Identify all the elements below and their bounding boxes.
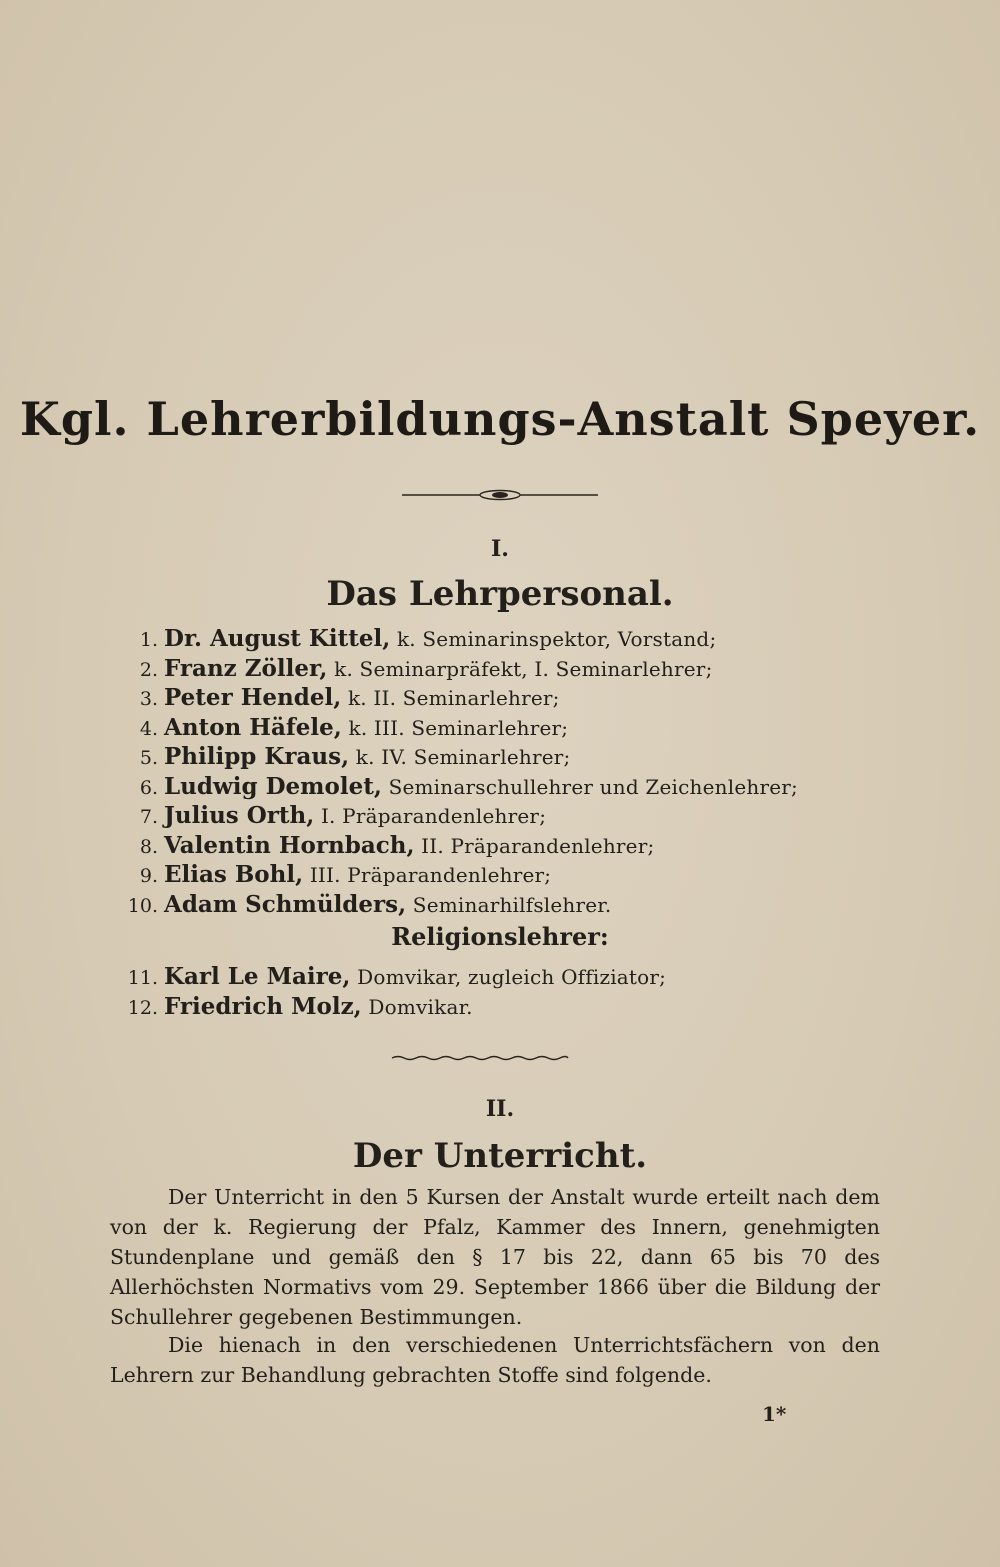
section-number-2: II. <box>485 1096 515 1122</box>
staff-name: Elias Bohl, <box>164 861 304 888</box>
staff-role: Domvikar, zugleich Offiziator; <box>357 965 667 989</box>
staff-name: Ludwig Demolet, <box>164 772 382 800</box>
staff-role: III. Präparandenlehrer; <box>309 863 552 887</box>
staff-number: 10. <box>127 894 158 917</box>
staff-item <box>110 683 890 713</box>
staff-number: 11. <box>127 967 158 989</box>
ornament-divider <box>400 488 600 502</box>
staff-role: k. Seminarpräfekt, I. Seminarlehrer; <box>334 656 713 681</box>
staff-role: Seminarschullehrer und Zeichenlehrer; <box>388 774 798 799</box>
section-number-1: I. <box>491 536 509 562</box>
staff-item <box>110 962 890 992</box>
body-paragraph-1: Der Unterricht in den 5 Kursen der Anstalt wurde erteilt nach dem von der k. Regierung der Pfalz, Kammer des Innern, genehmigten Stundenplane und gemäß den § 17 bis 22, dann 65 bis 70 des Allerhöchsten Normativs vom 29. September 1866 über die Bildung der Schullehrer gegebenen Bestimmungen. <box>110 1185 880 1329</box>
staff-number: 8. <box>139 835 158 858</box>
staff-item <box>110 624 890 654</box>
staff-item <box>110 831 890 861</box>
staff-role: I. Präparandenlehrer; <box>320 804 547 828</box>
staff-item <box>110 860 890 890</box>
staff-number: 4. <box>139 717 158 740</box>
staff-number: 2. <box>139 658 158 681</box>
staff-role: Domvikar. <box>368 994 473 1019</box>
staff-role: k. II. Seminarlehrer; <box>347 686 560 710</box>
staff-item <box>110 772 890 802</box>
wavy-divider <box>390 1054 570 1062</box>
staff-role: k. IV. Seminarlehrer; <box>355 745 571 769</box>
staff-name: Franz Zöller, <box>164 654 328 682</box>
staff-name: Dr. August Kittel, <box>164 625 391 652</box>
staff-item <box>110 890 890 920</box>
religion-staff-list <box>110 962 890 1021</box>
staff-item <box>110 992 890 1022</box>
staff-name: Valentin Hornbach, <box>164 831 415 859</box>
staff-role: k. III. Seminarlehrer; <box>348 715 569 740</box>
section-heading-instruction: Der Unterricht. <box>352 1136 648 1176</box>
staff-role: k. Seminarinspektor, Vorstand; <box>396 627 717 651</box>
staff-name: Adam Schmülders, <box>164 890 407 918</box>
signature-mark: 1* <box>762 1402 787 1426</box>
staff-item <box>110 801 890 831</box>
staff-number: 7. <box>139 806 158 828</box>
section-heading-staff: Das Lehrpersonal. <box>326 574 674 614</box>
staff-name: Karl Le Maire, <box>164 963 351 990</box>
staff-number: 6. <box>139 776 158 799</box>
religion-teachers-heading: Religionslehrer: <box>391 922 609 951</box>
page-title: Kgl. Lehrerbildungs-Anstalt Speyer. <box>19 392 981 446</box>
staff-item <box>110 713 890 743</box>
staff-name: Julius Orth, <box>164 802 315 829</box>
staff-number: 1. <box>139 629 158 651</box>
staff-list <box>110 624 890 919</box>
body-paragraph-2: Die hienach in den verschiedenen Unterrichtsfächern von den Lehrern zur Behandlung gebrachten Stoffe sind folgende. <box>110 1333 880 1387</box>
staff-role: Seminarhilfslehrer. <box>412 892 612 917</box>
staff-number: 3. <box>139 688 158 710</box>
staff-name: Peter Hendel, <box>164 684 342 711</box>
staff-item <box>110 742 890 772</box>
staff-role: II. Präparandenlehrer; <box>421 833 655 858</box>
staff-number: 9. <box>139 865 158 887</box>
staff-item <box>110 654 890 684</box>
staff-name: Friedrich Molz, <box>164 992 362 1020</box>
staff-name: Anton Häfele, <box>164 713 342 741</box>
staff-number: 12. <box>127 996 158 1019</box>
staff-number: 5. <box>139 747 158 769</box>
staff-name: Philipp Kraus, <box>164 743 350 770</box>
